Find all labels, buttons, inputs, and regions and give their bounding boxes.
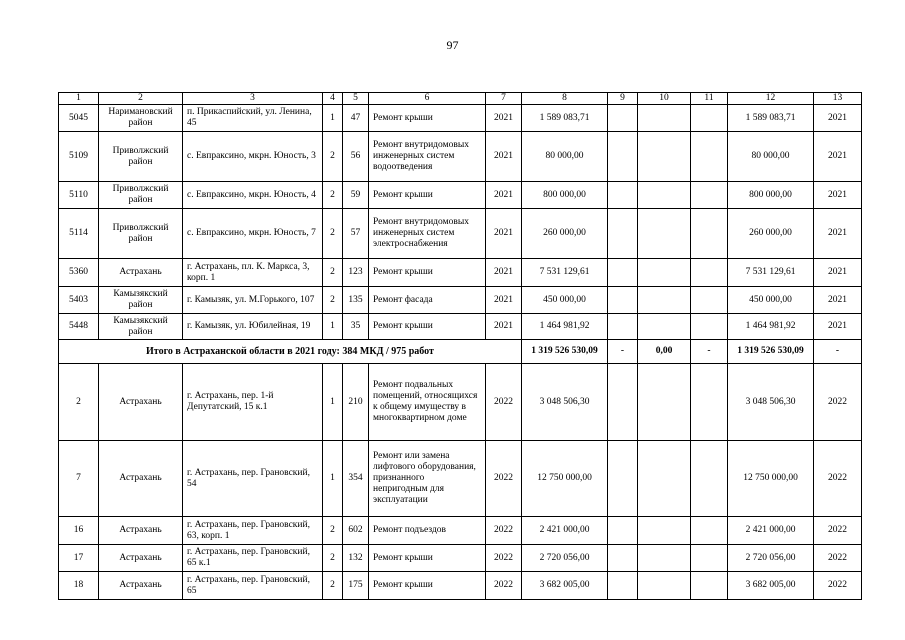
address-cell: с. Евпраксино, мкрн. Юность, 3 — [183, 132, 323, 182]
total-cost-cell: 260 000,00 — [728, 209, 814, 259]
empty-cell — [608, 364, 638, 441]
empty-cell — [638, 182, 691, 209]
district-cell: Наримановский район — [99, 105, 183, 132]
cost-cell: 2 421 000,00 — [522, 517, 608, 545]
completion-year-cell: 2022 — [814, 572, 862, 600]
column-number: 13 — [814, 93, 862, 105]
cost-cell: 800 000,00 — [522, 182, 608, 209]
building-category-cell: 2 — [323, 545, 343, 572]
capital-repair-table — [58, 92, 862, 600]
year-cell: 2021 — [486, 182, 522, 209]
district-cell: Астрахань — [99, 545, 183, 572]
column-number: 12 — [728, 93, 814, 105]
empty-cell — [638, 364, 691, 441]
empty-cell — [691, 105, 728, 132]
building-category-cell: 2 — [323, 572, 343, 600]
empty-cell — [638, 545, 691, 572]
row-id-cell: 5109 — [59, 132, 99, 182]
completion-year-cell: 2022 — [814, 545, 862, 572]
total-value-cell: 0,00 — [638, 340, 691, 364]
address-cell: г. Астрахань, пер. Грановский, 65 к.1 — [183, 545, 323, 572]
row-id-cell: 17 — [59, 545, 99, 572]
empty-cell — [691, 364, 728, 441]
empty-cell — [638, 132, 691, 182]
empty-cell — [638, 314, 691, 340]
apartments-count-cell: 59 — [343, 182, 369, 209]
row-id-cell: 5403 — [59, 287, 99, 314]
district-cell: Астрахань — [99, 259, 183, 287]
empty-cell — [608, 259, 638, 287]
row-id-cell: 16 — [59, 517, 99, 545]
building-category-cell: 2 — [323, 182, 343, 209]
address-cell: п. Прикаспийский, ул. Ленина, 45 — [183, 105, 323, 132]
address-cell: г. Камызяк, ул. Юбилейная, 19 — [183, 314, 323, 340]
column-number: 4 — [323, 93, 343, 105]
completion-year-cell: 2021 — [814, 105, 862, 132]
address-cell: г. Камызяк, ул. М.Горького, 107 — [183, 287, 323, 314]
completion-year-cell: 2022 — [814, 441, 862, 517]
empty-cell — [608, 441, 638, 517]
empty-cell — [691, 572, 728, 600]
empty-cell — [691, 441, 728, 517]
completion-year-cell: 2021 — [814, 314, 862, 340]
work-type-cell: Ремонт или замена лифтового оборудования, признанного непригодным для эксплуатации — [369, 441, 486, 517]
table-row — [59, 314, 862, 340]
year-cell: 2021 — [486, 314, 522, 340]
apartments-count-cell: 47 — [343, 105, 369, 132]
column-number: 5 — [343, 93, 369, 105]
total-cost-cell: 80 000,00 — [728, 132, 814, 182]
address-cell: с. Евпраксино, мкрн. Юность, 4 — [183, 182, 323, 209]
apartments-count-cell: 132 — [343, 545, 369, 572]
year-cell: 2022 — [486, 441, 522, 517]
column-number: 6 — [369, 93, 486, 105]
empty-cell — [691, 259, 728, 287]
column-number: 7 — [486, 93, 522, 105]
total-value-cell: - — [814, 340, 862, 364]
table-row — [59, 572, 862, 600]
apartments-count-cell: 602 — [343, 517, 369, 545]
total-value-cell: 1 319 526 530,09 — [728, 340, 814, 364]
row-id-cell: 5110 — [59, 182, 99, 209]
table-row — [59, 441, 862, 517]
apartments-count-cell: 57 — [343, 209, 369, 259]
row-id-cell: 7 — [59, 441, 99, 517]
total-cost-cell: 2 720 056,00 — [728, 545, 814, 572]
building-category-cell: 1 — [323, 314, 343, 340]
empty-cell — [691, 314, 728, 340]
empty-cell — [638, 517, 691, 545]
total-cost-cell: 3 048 506,30 — [728, 364, 814, 441]
address-cell: г. Астрахань, пл. К. Маркса, 3, корп. 1 — [183, 259, 323, 287]
empty-cell — [608, 209, 638, 259]
cost-cell: 3 682 005,00 — [522, 572, 608, 600]
work-type-cell: Ремонт подъездов — [369, 517, 486, 545]
year-cell: 2022 — [486, 572, 522, 600]
empty-cell — [608, 132, 638, 182]
district-cell: Приволжский район — [99, 209, 183, 259]
apartments-count-cell: 135 — [343, 287, 369, 314]
building-category-cell: 2 — [323, 517, 343, 545]
apartments-count-cell: 210 — [343, 364, 369, 441]
work-type-cell: Ремонт внутридомовых инженерных систем водоотведения — [369, 132, 486, 182]
building-category-cell: 2 — [323, 259, 343, 287]
cost-cell: 80 000,00 — [522, 132, 608, 182]
empty-cell — [638, 287, 691, 314]
work-type-cell: Ремонт крыши — [369, 314, 486, 340]
table-row — [59, 287, 862, 314]
apartments-count-cell: 35 — [343, 314, 369, 340]
row-id-cell: 2 — [59, 364, 99, 441]
completion-year-cell: 2021 — [814, 132, 862, 182]
district-cell: Камызякский район — [99, 287, 183, 314]
empty-cell — [638, 441, 691, 517]
table-row — [59, 105, 862, 132]
year-cell: 2022 — [486, 545, 522, 572]
address-cell: г. Астрахань, пер. 1-й Депутатский, 15 к.1 — [183, 364, 323, 441]
empty-cell — [608, 572, 638, 600]
total-cost-cell: 2 421 000,00 — [728, 517, 814, 545]
district-cell: Приволжский район — [99, 182, 183, 209]
total-cost-cell: 12 750 000,00 — [728, 441, 814, 517]
year-cell: 2022 — [486, 364, 522, 441]
empty-cell — [608, 105, 638, 132]
year-cell: 2021 — [486, 259, 522, 287]
work-type-cell: Ремонт крыши — [369, 545, 486, 572]
district-cell: Астрахань — [99, 441, 183, 517]
year-cell: 2021 — [486, 209, 522, 259]
empty-cell — [638, 259, 691, 287]
district-cell: Астрахань — [99, 364, 183, 441]
year-cell: 2021 — [486, 132, 522, 182]
total-cost-cell: 7 531 129,61 — [728, 259, 814, 287]
empty-cell — [691, 287, 728, 314]
year-cell: 2022 — [486, 517, 522, 545]
apartments-count-cell: 56 — [343, 132, 369, 182]
total-value-cell: 1 319 526 530,09 — [522, 340, 608, 364]
completion-year-cell: 2022 — [814, 364, 862, 441]
work-type-cell: Ремонт крыши — [369, 182, 486, 209]
apartments-count-cell: 354 — [343, 441, 369, 517]
empty-cell — [608, 517, 638, 545]
work-type-cell: Ремонт фасада — [369, 287, 486, 314]
table-row — [59, 545, 862, 572]
address-cell: с. Евпраксино, мкрн. Юность, 7 — [183, 209, 323, 259]
total-row — [59, 340, 862, 364]
district-cell: Астрахань — [99, 517, 183, 545]
empty-cell — [608, 182, 638, 209]
address-cell: г. Астрахань, пер. Грановский, 54 — [183, 441, 323, 517]
row-id-cell: 5448 — [59, 314, 99, 340]
total-value-cell: - — [691, 340, 728, 364]
empty-cell — [638, 572, 691, 600]
column-number: 2 — [99, 93, 183, 105]
empty-cell — [638, 209, 691, 259]
empty-cell — [691, 209, 728, 259]
total-cost-cell: 3 682 005,00 — [728, 572, 814, 600]
work-type-cell: Ремонт внутридомовых инженерных систем электроснабжения — [369, 209, 486, 259]
row-id-cell: 18 — [59, 572, 99, 600]
cost-cell: 260 000,00 — [522, 209, 608, 259]
cost-cell: 7 531 129,61 — [522, 259, 608, 287]
empty-cell — [691, 132, 728, 182]
completion-year-cell: 2021 — [814, 209, 862, 259]
apartments-count-cell: 175 — [343, 572, 369, 600]
column-number: 10 — [638, 93, 691, 105]
completion-year-cell: 2021 — [814, 259, 862, 287]
column-number: 11 — [691, 93, 728, 105]
total-value-cell: - — [608, 340, 638, 364]
column-number-row — [59, 93, 862, 105]
cost-cell: 2 720 056,00 — [522, 545, 608, 572]
building-category-cell: 1 — [323, 441, 343, 517]
table-row — [59, 517, 862, 545]
total-label: Итого в Астраханской области в 2021 году: 384 МКД / 975 работ — [59, 340, 522, 364]
table-row — [59, 132, 862, 182]
building-category-cell: 2 — [323, 209, 343, 259]
empty-cell — [691, 545, 728, 572]
completion-year-cell: 2021 — [814, 287, 862, 314]
total-cost-cell: 1 464 981,92 — [728, 314, 814, 340]
address-cell: г. Астрахань, пер. Грановский, 63, корп. 1 — [183, 517, 323, 545]
cost-cell: 3 048 506,30 — [522, 364, 608, 441]
district-cell: Астрахань — [99, 572, 183, 600]
work-type-cell: Ремонт подвальных помещений, относящихся к общему имуществу в многоквартирном доме — [369, 364, 486, 441]
work-type-cell: Ремонт крыши — [369, 572, 486, 600]
total-cost-cell: 450 000,00 — [728, 287, 814, 314]
work-type-cell: Ремонт крыши — [369, 259, 486, 287]
total-cost-cell: 800 000,00 — [728, 182, 814, 209]
cost-cell: 450 000,00 — [522, 287, 608, 314]
column-number: 8 — [522, 93, 608, 105]
empty-cell — [608, 314, 638, 340]
year-cell: 2021 — [486, 105, 522, 132]
cost-cell: 12 750 000,00 — [522, 441, 608, 517]
address-cell: г. Астрахань, пер. Грановский, 65 — [183, 572, 323, 600]
work-type-cell: Ремонт крыши — [369, 105, 486, 132]
page-number: 97 — [446, 38, 459, 52]
completion-year-cell: 2022 — [814, 517, 862, 545]
cost-cell: 1 589 083,71 — [522, 105, 608, 132]
building-category-cell: 2 — [323, 287, 343, 314]
column-number: 3 — [183, 93, 323, 105]
completion-year-cell: 2021 — [814, 182, 862, 209]
total-cost-cell: 1 589 083,71 — [728, 105, 814, 132]
table-row — [59, 259, 862, 287]
table-row — [59, 364, 862, 441]
table-row — [59, 182, 862, 209]
empty-cell — [691, 182, 728, 209]
empty-cell — [691, 517, 728, 545]
building-category-cell: 2 — [323, 132, 343, 182]
row-id-cell: 5360 — [59, 259, 99, 287]
empty-cell — [608, 545, 638, 572]
building-category-cell: 1 — [323, 364, 343, 441]
district-cell: Камызякский район — [99, 314, 183, 340]
empty-cell — [608, 287, 638, 314]
cost-cell: 1 464 981,92 — [522, 314, 608, 340]
column-number: 1 — [59, 93, 99, 105]
building-category-cell: 1 — [323, 105, 343, 132]
empty-cell — [638, 105, 691, 132]
row-id-cell: 5045 — [59, 105, 99, 132]
table-row — [59, 209, 862, 259]
row-id-cell: 5114 — [59, 209, 99, 259]
year-cell: 2021 — [486, 287, 522, 314]
district-cell: Приволжский район — [99, 132, 183, 182]
column-number: 9 — [608, 93, 638, 105]
apartments-count-cell: 123 — [343, 259, 369, 287]
